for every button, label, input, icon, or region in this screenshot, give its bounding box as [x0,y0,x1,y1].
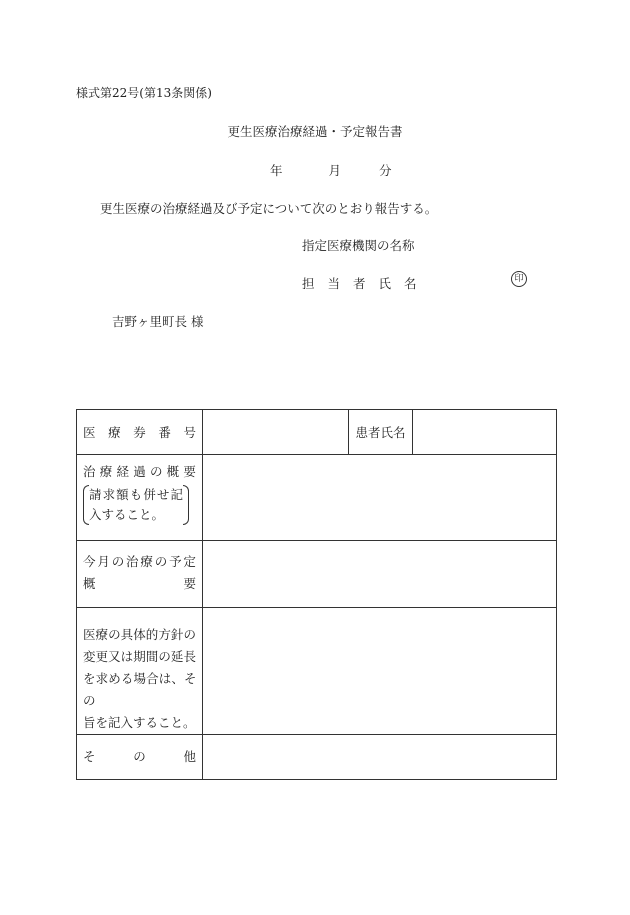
institution-label: 指定医療機関の名称 [302,238,415,253]
period-suffix: 分 [378,163,392,178]
plan-label-cell [77,541,203,608]
change-label [77,608,202,734]
plan-label-line-2: 概 要 [83,576,196,591]
change-label-line-3: を求める場合は、その [83,671,196,708]
year-label: 年 [270,163,283,178]
other-row [77,735,557,780]
change-label-cell [77,608,203,735]
plan-label [77,541,202,595]
change-label-line-1: 医療の具体的方針の [83,627,196,642]
report-table [76,409,557,780]
plan-field[interactable] [203,541,557,608]
ticket-number-label-cell [77,410,203,455]
other-label: そ の 他 [83,749,196,764]
patient-name-label: 患者氏名 [355,425,406,440]
addressee: 吉野ヶ里町長 様 [112,314,204,329]
progress-field[interactable] [203,455,557,541]
progress-row [77,455,557,541]
month-label: 月 [328,163,341,178]
progress-label: 治 療 経 過 の 概 要 [83,464,196,479]
progress-note-line-2: 入すること。 [89,507,165,522]
intro-text: 更生医療の治療経過及び予定について次のとおり報告する。 [100,201,438,216]
ticket-number-label: 医 療 券 番 号 [83,425,196,440]
patient-name-field[interactable] [413,410,557,455]
document-title: 更生医療治療経過・予定報告書 [227,124,403,139]
progress-note [83,485,189,525]
form-number: 様式第22号(第13条関係) [76,86,212,100]
report-period [270,161,391,179]
person-in-charge-label: 担当者氏名 [302,276,430,291]
change-label-line-4: 旨を記入すること。 [83,715,196,730]
ticket-row [77,410,557,455]
change-field[interactable] [203,608,557,735]
other-field[interactable] [203,735,557,780]
patient-name-label-cell [349,410,413,455]
change-label-line-2: 変更又は期間の延長 [83,649,196,664]
progress-label-cell [77,455,203,541]
ticket-number-field[interactable] [203,410,349,455]
plan-row [77,541,557,608]
progress-note-line-1: 請求額も併せ記 [89,487,183,502]
change-row [77,608,557,735]
other-label-cell [77,735,203,780]
seal-mark: 印 [511,271,527,287]
plan-label-line-1: 今 月 の 治 療 の 予 定 [83,554,196,569]
